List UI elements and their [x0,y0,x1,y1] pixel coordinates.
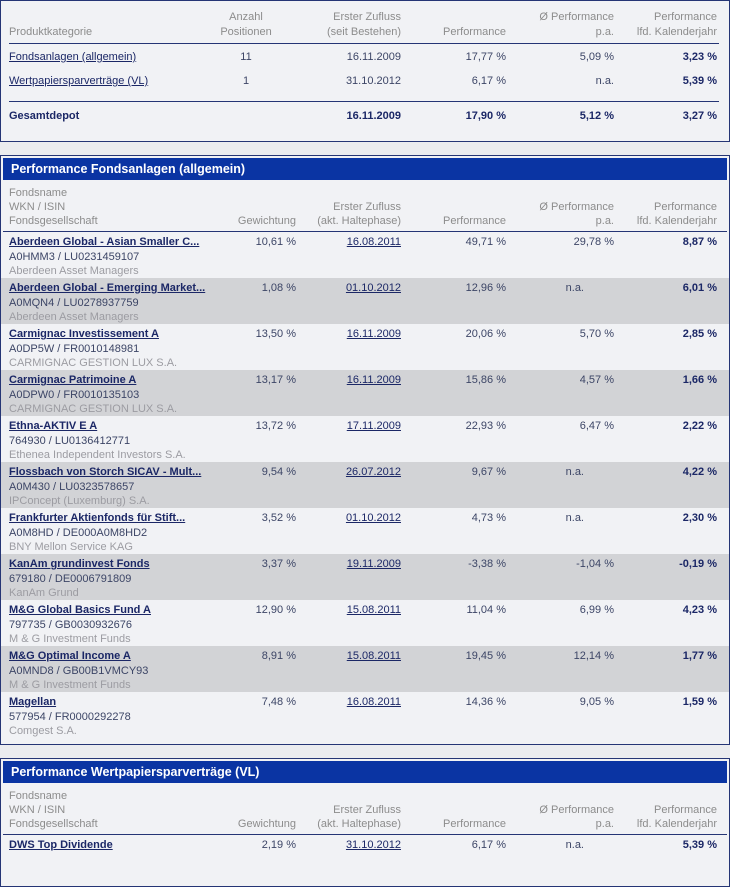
header-seit-bestehen: (seit Bestehen) [327,26,401,38]
fund-name-link[interactable]: M&G Optimal Income A [9,650,131,662]
fund-company-name: CARMIGNAC GESTION LUX S.A. [9,403,178,415]
fund-wkn-isin: A0MQN4 / LU0278937759 [9,297,139,309]
fund-first-inflow-cell [308,372,413,388]
fund-name-link[interactable]: Aberdeen Global - Asian Smaller C... [9,236,200,248]
header-fondsname: Fondsname [9,790,68,802]
fund-name-link[interactable]: Frankfurter Aktienfonds für Stift... [9,512,186,524]
summary-category-link[interactable]: Fondsanlagen (allgemein) [9,51,137,63]
fund-first-inflow-link[interactable]: 01.10.2012 [345,282,401,294]
fund-table-header [1,182,729,231]
fondsanlagen-panel [0,155,730,745]
fund-performance: 19,45 % [465,650,506,662]
fund-first-inflow-link[interactable]: 31.10.2012 [345,839,401,851]
fund-name-cell [1,556,231,600]
fund-weight: 2,19 % [261,839,296,851]
fund-weight: 3,37 % [261,558,296,570]
header-performance: Performance [443,26,506,38]
fund-name-link[interactable]: DWS Top Dividende [9,839,113,851]
fund-first-inflow-link[interactable]: 16.11.2009 [346,374,401,386]
summary-performance-pa: 5,09 % [579,51,614,63]
header-fondsgesellschaft: Fondsgesellschaft [9,818,98,830]
fund-name-link[interactable]: Aberdeen Global - Emerging Market... [9,282,206,294]
header-avg-performance: Ø Performance [539,804,614,816]
fund-row [1,232,729,278]
summary-row [1,47,729,68]
fund-wkn-isin: A0M8HD / DE000A0M8HD2 [9,527,148,539]
header-anzahl-positionen [201,10,291,40]
fund-first-inflow-cell [308,694,413,710]
header-performance-ytd [626,803,729,831]
header-pa: p.a. [595,215,614,227]
fund-name-cell [1,326,231,370]
fund-performance-ytd: 2,22 % [682,420,717,432]
header-erster-zufluss [291,10,413,40]
summary-row [1,71,729,92]
fund-performance-pa: 6,99 % [579,604,614,616]
fund-performance-ytd: 1,66 % [682,374,717,386]
header-fondsname: Fondsname [9,187,68,199]
header-erster-zufluss-line1: Erster Zufluss [333,11,401,23]
fund-company-name: Aberdeen Asset Managers [9,265,139,277]
fund-name-cell [1,464,231,508]
fund-company-name: Ethenea Independent Investors S.A. [9,449,186,461]
fund-first-inflow-link[interactable]: 15.08.2011 [346,650,401,662]
fund-row [1,324,729,370]
summary-first-inflow: 16.11.2009 [346,51,401,63]
summary-performance-ytd: 5,39 % [682,75,717,87]
summary-first-inflow: 31.10.2012 [345,75,401,87]
fund-company-name: M & G Investment Funds [9,679,131,691]
header-anzahl: Anzahl [229,11,263,23]
header-performance: Performance [443,818,506,830]
fund-name-link[interactable]: Carmignac Patrimoine A [9,374,137,386]
fund-performance-pa: n.a. [565,839,584,851]
fund-performance-pa: 6,47 % [579,420,614,432]
fund-performance-ytd: 4,23 % [682,604,717,616]
fund-company-name: Comgest S.A. [9,725,77,737]
total-performance-pa: 5,12 % [579,110,614,122]
fund-performance-pa: n.a. [565,512,584,524]
header-akt-haltephase: (akt. Haltephase) [317,215,401,227]
summary-total-row [1,106,729,139]
fund-weight: 7,48 % [261,696,296,708]
fund-wkn-isin: 679180 / DE0006791809 [9,573,132,585]
fund-first-inflow-link[interactable]: 16.11.2009 [346,328,401,340]
fund-company-name: BNY Mellon Service KAG [9,541,133,553]
fund-wkn-isin: A0DP5W / FR0010148981 [9,343,140,355]
vl-table-rows [1,835,729,886]
fund-first-inflow-cell [308,326,413,342]
fund-performance-pa: 9,05 % [579,696,614,708]
fund-name-cell [1,234,231,278]
header-lfd-kalenderjahr: lfd. Kalenderjahr [636,818,717,830]
summary-performance: 17,77 % [465,51,506,63]
fund-name-link[interactable]: Magellan [9,696,57,708]
fund-name-cell [1,837,231,853]
header-performance-label: Performance [654,804,717,816]
fund-first-inflow-link[interactable]: 16.08.2011 [346,696,401,708]
summary-performance: 6,17 % [471,75,506,87]
header-erster-zufluss-line1: Erster Zufluss [333,804,401,816]
fund-row [1,508,729,554]
fund-performance: 12,96 % [465,282,506,294]
header-avg-performance: Ø Performance [539,201,614,213]
fund-name-link[interactable]: Flossbach von Storch SICAV - Mult... [9,466,202,478]
header-performance-ytd [626,10,729,40]
fund-performance: 9,67 % [471,466,506,478]
fund-weight: 8,91 % [261,650,296,662]
fund-performance-pa: n.a. [565,282,584,294]
fund-row [1,462,729,508]
summary-category-link[interactable]: Wertpapiersparverträge (VL) [9,75,149,87]
header-fondsgesellschaft: Fondsgesellschaft [9,215,98,227]
fund-weight: 13,50 % [255,328,296,340]
header-performance-label: Performance [654,201,717,213]
fund-first-inflow-cell [308,510,413,526]
header-akt-haltephase: (akt. Haltephase) [317,818,401,830]
header-produktkategorie: Produktkategorie [9,26,93,38]
header-performance-pa [518,200,626,228]
fund-first-inflow-link[interactable]: 26.07.2012 [345,466,401,478]
summary-total-divider [9,101,719,102]
fund-performance: 14,36 % [465,696,506,708]
fund-first-inflow-cell [308,837,413,853]
fund-name-link[interactable]: Ethna-AKTIV E A [9,420,98,432]
fund-name-link[interactable]: Carmignac Investissement A [9,328,159,340]
total-first-inflow: 16.11.2009 [346,110,401,122]
fund-name-cell [1,418,231,462]
summary-performance-pa: n.a. [595,75,614,87]
header-lfd-kalenderjahr: lfd. Kalenderjahr [636,215,717,227]
fund-company-name: IPConcept (Luxemburg) S.A. [9,495,150,507]
header-erster-zufluss-line1: Erster Zufluss [333,201,401,213]
header-gewichtung: Gewichtung [237,215,296,227]
fund-wkn-isin: A0DPW0 / FR0010135103 [9,389,140,401]
fund-performance-ytd: 1,59 % [682,696,717,708]
fund-performance: 22,93 % [465,420,506,432]
fund-name-cell [1,510,231,554]
fund-performance: 20,06 % [465,328,506,340]
fund-performance-ytd: 5,39 % [682,839,717,851]
fund-name-cell [1,602,231,646]
fund-first-inflow-link[interactable]: 16.08.2011 [346,236,401,248]
fund-company-name: Aberdeen Asset Managers [9,311,139,323]
fund-first-inflow-cell [308,418,413,434]
fund-name-cell [1,280,231,324]
fund-performance-pa: 5,70 % [579,328,614,340]
vl-table-header [1,785,729,834]
fund-name-link[interactable]: M&G Global Basics Fund A [9,604,151,616]
header-lfd-kalenderjahr: lfd. Kalenderjahr [636,26,717,38]
vl-panel [0,758,730,887]
fund-performance-ytd: 2,85 % [682,328,717,340]
header-pa: p.a. [595,26,614,38]
fund-first-inflow-cell [308,556,413,572]
fund-weight: 1,08 % [261,282,296,294]
fund-performance-ytd: 8,87 % [682,236,717,248]
header-gewichtung: Gewichtung [237,818,296,830]
total-label: Gesamtdepot [9,110,80,122]
fund-wkn-isin: 764930 / LU0136412771 [9,435,131,447]
header-pa: p.a. [595,818,614,830]
fund-wkn-isin: A0HMM3 / LU0231459107 [9,251,140,263]
fund-row [1,370,729,416]
summary-positions: 11 [240,51,252,63]
fund-row [1,692,729,738]
fund-performance-ytd: 4,22 % [682,466,717,478]
fund-company-name: KanAm Grund [9,587,79,599]
summary-positions: 1 [242,75,250,87]
summary-header-divider [9,43,719,44]
fund-first-inflow-cell [308,280,413,296]
summary-table-header [1,6,729,43]
fund-performance-pa: -1,04 % [576,558,614,570]
header-performance: Performance [443,215,506,227]
header-erster-zufluss [308,200,413,228]
fund-first-inflow-link[interactable]: 17.11.2009 [346,420,401,432]
total-performance: 17,90 % [465,110,506,122]
fund-first-inflow-cell [308,464,413,480]
header-fondsname-wkn-gesellschaft [1,186,231,228]
fund-performance-pa: 29,78 % [573,236,614,248]
fund-name-cell [1,694,231,738]
fondsanlagen-title-bar: Performance Fondsanlagen (allgemein) [3,158,727,180]
fund-wkn-isin: A0M430 / LU0323578657 [9,481,135,493]
header-wkn-isin: WKN / ISIN [9,201,66,213]
fund-performance: 6,17 % [471,839,506,851]
fund-wkn-isin: 797735 / GB0030932676 [9,619,132,631]
fund-first-inflow-cell [308,234,413,250]
fund-performance-ytd: 6,01 % [682,282,717,294]
header-wkn-isin: WKN / ISIN [9,804,66,816]
fund-row [1,600,729,646]
fund-performance-ytd: -0,19 % [679,558,717,570]
fund-performance: 49,71 % [465,236,506,248]
total-performance-ytd: 3,27 % [682,110,717,122]
fund-performance-ytd: 2,30 % [682,512,717,524]
fund-performance: -3,38 % [468,558,506,570]
fund-table-rows [1,232,729,744]
fund-weight: 13,72 % [255,420,296,432]
fund-performance: 15,86 % [465,374,506,386]
header-avg-performance: Ø Performance [539,11,614,23]
summary-panel [0,0,730,142]
header-performance-label: Performance [654,11,717,23]
fund-company-name: CARMIGNAC GESTION LUX S.A. [9,357,178,369]
header-performance-pa [518,803,626,831]
header-fondsname-wkn-gesellschaft [1,789,231,831]
fund-weight: 3,52 % [261,512,296,524]
header-performance-ytd [626,200,729,228]
fund-weight: 12,90 % [255,604,296,616]
fund-first-inflow-link[interactable]: 19.11.2009 [346,558,401,570]
fund-first-inflow-cell [308,648,413,664]
fund-first-inflow-link[interactable]: 01.10.2012 [345,512,401,524]
fund-weight: 10,61 % [255,236,296,248]
fund-row [1,278,729,324]
fund-weight: 9,54 % [261,466,296,478]
fund-name-cell [1,372,231,416]
vl-title-bar: Performance Wertpapiersparverträge (VL) [3,761,727,783]
fund-performance: 11,04 % [466,604,506,616]
fund-first-inflow-cell [308,602,413,618]
header-erster-zufluss [308,803,413,831]
header-performance-pa [518,10,626,40]
fund-company-name: M & G Investment Funds [9,633,131,645]
fund-name-link[interactable]: KanAm grundinvest Fonds [9,558,150,570]
fund-first-inflow-link[interactable]: 15.08.2011 [346,604,401,616]
fund-wkn-isin: 577954 / FR0000292278 [9,711,131,723]
fund-name-cell [1,648,231,692]
fund-wkn-isin: A0MND8 / GB00B1VMCY93 [9,665,149,677]
fund-performance-pa: 12,14 % [573,650,614,662]
fund-performance: 4,73 % [471,512,506,524]
fund-row [1,646,729,692]
fund-performance-pa: n.a. [565,466,584,478]
fund-row [1,554,729,600]
fund-performance-pa: 4,57 % [579,374,614,386]
fund-row [1,835,729,880]
fund-performance-ytd: 1,77 % [682,650,717,662]
summary-performance-ytd: 3,23 % [682,51,717,63]
fund-row [1,416,729,462]
header-positionen: Positionen [220,26,272,38]
fund-weight: 13,17 % [255,374,296,386]
